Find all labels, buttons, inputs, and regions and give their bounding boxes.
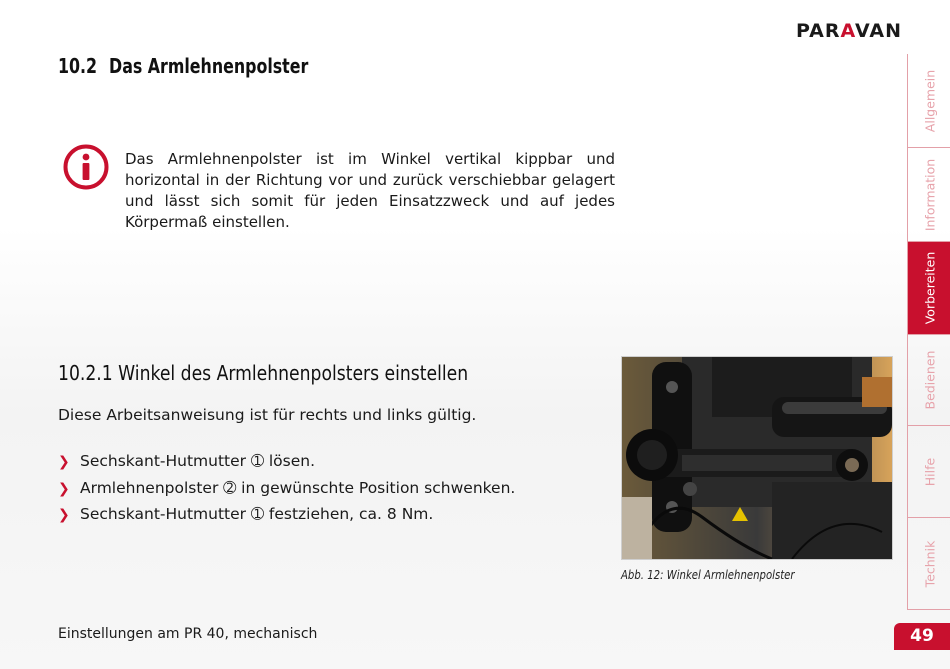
step-item: ❯ Sechskant-Hutmutter ➀ festziehen, ca. 8 Nm. [58,502,515,529]
figure-caption: Abb. 12: Winkel Armlehnenpolster [621,567,795,582]
armrest-photo [621,356,893,560]
info-note-text: Das Armlehnenpolster ist im Winkel vertikal kippbar und horizontal in der Richtung vor und zurück verschiebbar gelagert und lässt sich somit für jeden Einsatzzweck und auf jedes Körpermaß einstellen. [125,150,615,231]
section-number: 10.2 [58,54,98,78]
step-list [58,449,515,529]
subsection-intro: Diese Arbeitsanweisung ist für rechts und links gültig. [58,406,477,424]
tab-vorbereiten[interactable]: Vorbereiten [908,242,950,335]
step-item: ❯ Sechskant-Hutmutter ➀ lösen. [58,449,515,476]
section-title-text: Das Armlehnenpolster [109,54,309,78]
tab-information[interactable]: Information [908,148,950,242]
chevron-right-icon: ❯ [58,454,70,470]
step-item: ❯ Armlehnenpolster ➁ in gewünschte Position schwenken. [58,476,515,503]
chapter-tab-bar [907,54,950,610]
info-icon [62,143,110,191]
tab-hilfe[interactable]: Hilfe [908,426,950,518]
page-number: 49 [894,623,950,650]
chevron-right-icon: ❯ [58,507,70,523]
paravan-logo: PARAVAN [796,20,902,42]
section-title [58,54,308,78]
subsection-title: 10.2.1 Winkel des Armlehnenpolsters einstellen [58,361,469,385]
chevron-right-icon: ❯ [58,480,70,497]
tab-allgemein[interactable]: Allgemein [908,54,950,148]
tab-technik[interactable]: Technik [908,518,950,610]
tab-bedienen[interactable]: Bedienen [908,335,950,426]
footer-text: Einstellungen am PR 40, mechanisch [58,626,318,642]
